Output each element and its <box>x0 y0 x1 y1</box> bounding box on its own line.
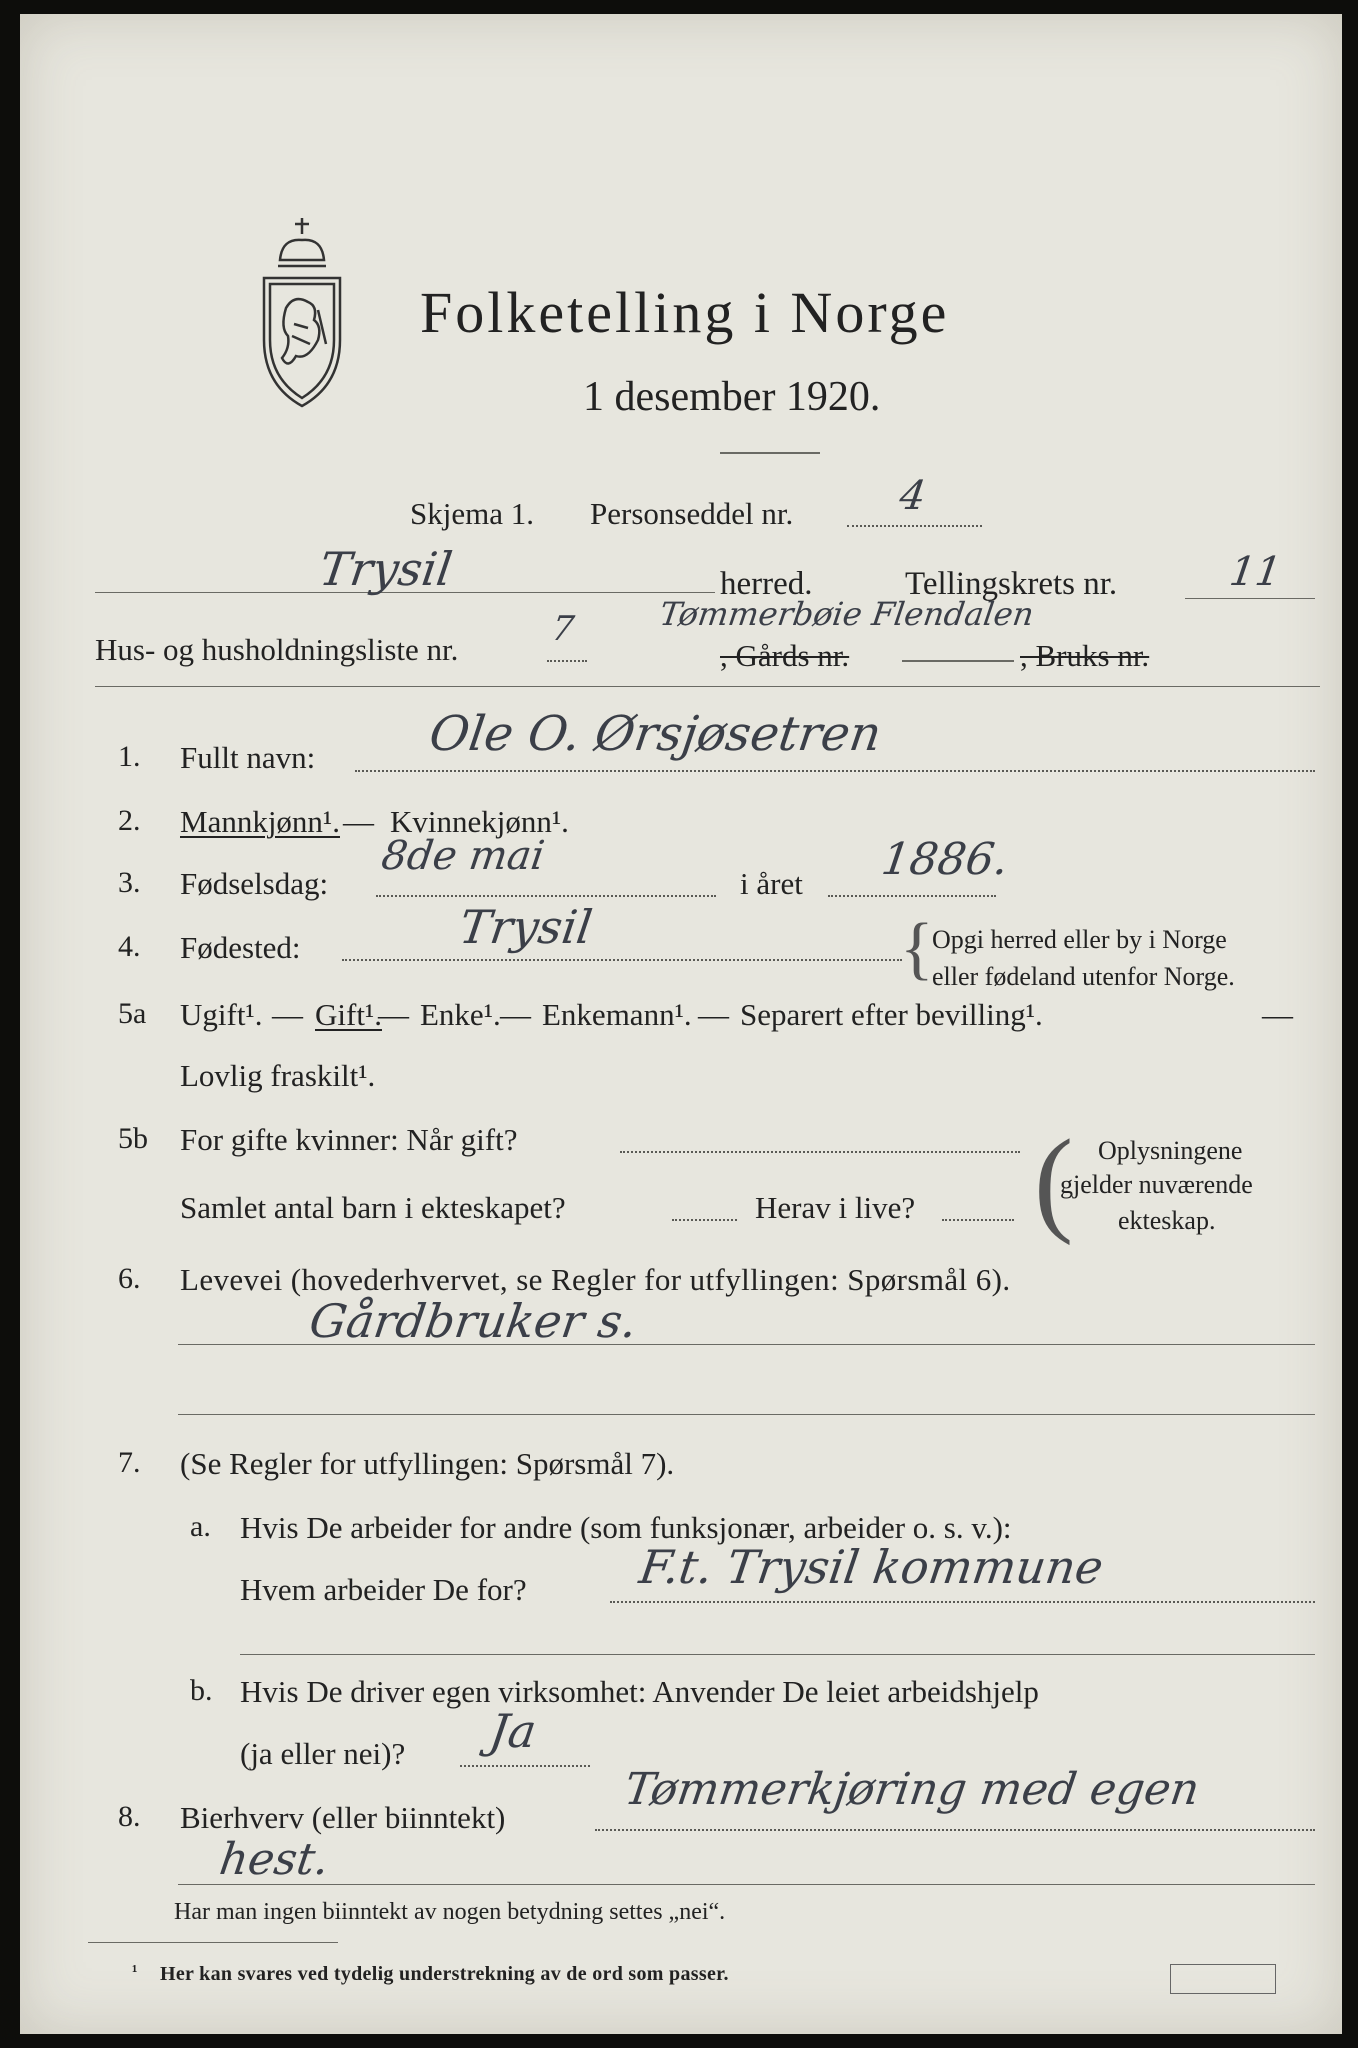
full-name-value: Ole O. Ørsjøsetren <box>426 706 885 762</box>
kvinnekjonn-option: Kvinnekjønn¹. <box>390 804 569 839</box>
hired-help-value: Ja <box>486 1704 540 1758</box>
q2-separator: — <box>343 804 374 839</box>
gift-option: Gift¹. <box>315 997 382 1032</box>
q7b-question: (ja eller nei)? <box>240 1736 406 1771</box>
q5a-number: 5a <box>118 997 147 1030</box>
q5b-label: For gifte kvinner: Når gift? <box>180 1122 518 1157</box>
q3-number: 3. <box>118 866 141 899</box>
q7a-letter: a. <box>190 1510 211 1543</box>
q5b-note-line2: gjelder nuværende <box>1060 1170 1253 1199</box>
q4-note-line1: Opgi herred eller by i Norge <box>932 925 1227 954</box>
herred-label: herred. <box>720 566 813 602</box>
q8-number: 8. <box>118 1800 141 1833</box>
gards-label: , Gårds nr. <box>720 638 850 673</box>
census-date: 1 desember 1920. <box>583 374 881 420</box>
herred-value: Trysil <box>316 542 456 596</box>
q7-number: 7. <box>118 1446 141 1479</box>
enkemann-option: Enkemann¹. <box>542 997 692 1032</box>
barn-label: Samlet antal barn i ekteskapet? <box>180 1190 566 1225</box>
hus-label: Hus- og husholdningsliste nr. <box>95 632 459 667</box>
birth-year-value: 1886. <box>878 834 1012 885</box>
occupation-value: Gårdbruker s. <box>306 1294 641 1348</box>
tellingskrets-number: 11 <box>1226 549 1285 595</box>
q3-label: Fødselsdag: <box>180 866 329 901</box>
personseddel-number: 4 <box>896 473 929 519</box>
form-title: Folketelling i Norge <box>420 280 950 345</box>
title-divider <box>720 452 820 454</box>
q5b-note-line1: Oplysningene <box>1098 1136 1243 1165</box>
q2-number: 2. <box>118 804 141 837</box>
skjema-label: Skjema 1. <box>410 496 534 531</box>
hus-number: 7 <box>549 609 577 649</box>
birthplace-value: Trysil <box>456 900 596 954</box>
q5b-number: 5b <box>118 1122 148 1155</box>
birth-day-value: 8de mai <box>378 833 548 879</box>
q7a-question: Hvem arbeider De for? <box>240 1572 527 1607</box>
q4-number: 4. <box>118 930 141 963</box>
coat-of-arms-icon <box>252 210 352 420</box>
q6-label: Levevei (hovederhvervet, se Regler for utfyllingen: Spørsmål 6). <box>180 1262 1011 1297</box>
employer-value: F.t. Trysil kommune <box>636 1540 1107 1594</box>
q4-label: Fødested: <box>180 930 301 965</box>
tellingskrets-label: Tellingskrets nr. <box>905 566 1118 602</box>
q1-label: Fullt navn: <box>180 740 316 775</box>
q7-label: (Se Regler for utfyllingen: Spørsmål 7). <box>180 1446 675 1481</box>
printer-stamp <box>1170 1964 1276 1994</box>
q7b-letter: b. <box>190 1674 213 1707</box>
census-form-page: Folketelling i Norge 1 desember 1920. Skjema 1. Personseddel nr. 4 Trysil herred. Tellingskrets nr. 11 Hus- og husholdningsliste nr. 7 Tømmerbøie Flendalen , Gårds nr. , Bruks nr. 1. Fullt navn: Ole O. Ørsjøsetren 2. Mannkjønn¹. — Kvinnekjønn¹. 3. Fødselsdag: 8de mai i året 1886. 4. Fødested: Trysil { Opgi herred eller by i Norge eller fødeland utenfor Norge. 5a Ugift¹. — Gift¹. — Enke¹. — Enkemann¹. — Separert efter bevilling¹. — Lovlig fraskilt¹. 5b For gifte kvinner: Når gift? Samlet antal barn i ekteskapet? Herav i live? ( Oplysningene gjelder nuværende ekteskap. 6. Levevei (hovederhvervet, se Regler for utfyllingen: Spørsmål 6). Gårdbruker s. 7. (Se Regler for utfyllingen: Spørsmål 7). a. Hvis De arbeider for andre (som funksjonær, arbeider o. s. v.): Hvem arbeider De for? F.t. Trysil kommune b. Hvis De driver egen virksomhet: Anvender De leiet arbeidshjelp (ja eller nei)? Ja 8. Bierhverv (eller biinntekt) Tømmerkjøring med egen hest. Har man ingen biinntekt av nogen betydning settes „nei“. ¹ Her kan svares ved tydelig understrekning av de ord som passer. <box>20 14 1342 2034</box>
q7a-label: Hvis De arbeider for andre (som funksjonær, arbeider o. s. v.): <box>240 1510 1012 1545</box>
personseddel-label: Personseddel nr. <box>590 496 794 531</box>
q1-number: 1. <box>118 740 141 773</box>
bruks-label: , Bruks nr. <box>1020 638 1150 673</box>
gard-name: Tømmerbøie Flendalen <box>657 595 1037 633</box>
year-label: i året <box>740 866 803 901</box>
q7b-label: Hvis De driver egen virksomhet: Anvender De leiet arbeidshjelp <box>240 1674 1039 1709</box>
side-income-value-2: hest. <box>216 1834 333 1885</box>
separert-option: Separert efter bevilling¹. <box>740 997 1043 1032</box>
live-label: Herav i live? <box>755 1190 916 1225</box>
q6-number: 6. <box>118 1262 141 1295</box>
footnote-text: Her kan svares ved tydelig understrekning av de ord som passer. <box>160 1963 729 1985</box>
ugift-option: Ugift¹. <box>180 997 263 1032</box>
footnote-mark: ¹ <box>132 1961 138 1981</box>
side-income-value-1: Tømmerkjøring med egen <box>621 1764 1203 1815</box>
side-income-note: Har man ingen biinntekt av nogen betydning settes „nei“. <box>174 1899 726 1925</box>
q8-label: Bierhverv (eller biinntekt) <box>180 1800 506 1835</box>
enke-option: Enke¹. <box>420 997 501 1032</box>
q4-note-line2: eller fødeland utenfor Norge. <box>932 962 1235 991</box>
q5b-note-line3: ekteskap. <box>1118 1206 1216 1235</box>
mannkjonn-option: Mannkjønn¹. <box>180 804 340 839</box>
fraskilt-option: Lovlig fraskilt¹. <box>180 1058 376 1093</box>
